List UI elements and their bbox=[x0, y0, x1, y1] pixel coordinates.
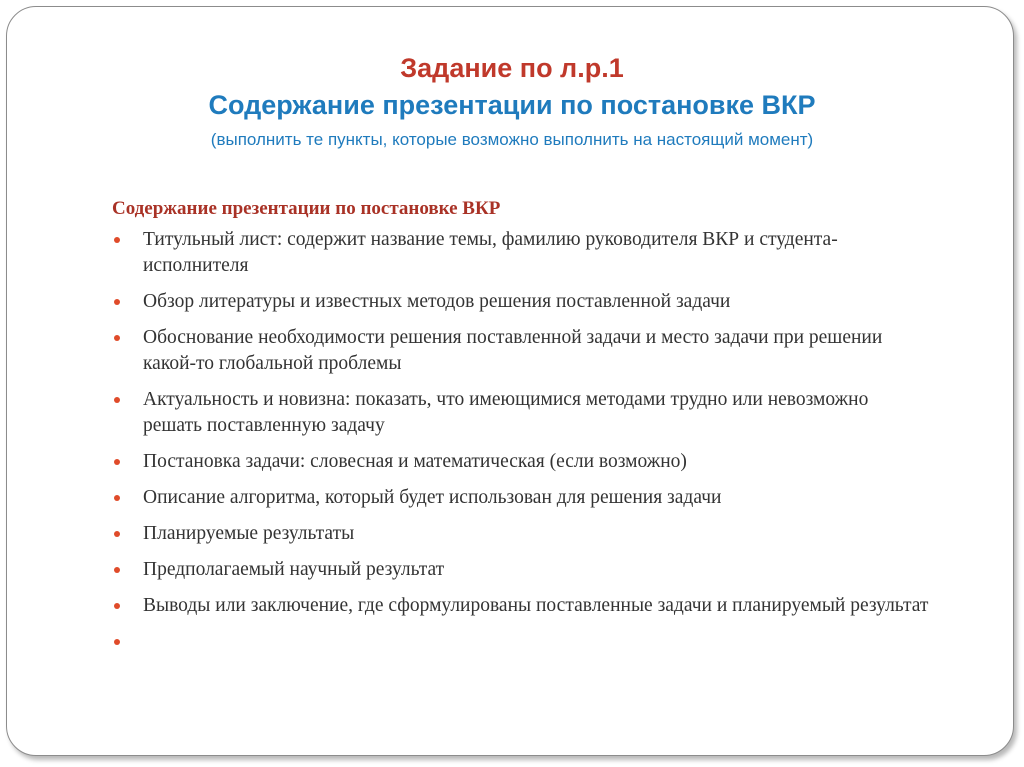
list-item-text: Обоснование необходимости решения поставленной задачи и место задачи при решении какой-то глобальной проблемы bbox=[143, 327, 883, 374]
list-item bbox=[112, 289, 932, 315]
list-item-text: Титульный лист: содержит название темы, фамилию руководителя ВКР и студента-исполнителя bbox=[143, 229, 838, 276]
title-line-2: Содержание презентации по постановке ВКР bbox=[208, 90, 816, 120]
bullet-icon bbox=[114, 495, 120, 501]
section-heading: Содержание презентации по постановке ВКР bbox=[112, 198, 501, 219]
slide-content bbox=[112, 196, 932, 665]
list-item bbox=[112, 387, 932, 439]
bullet-icon bbox=[114, 397, 120, 403]
title-block bbox=[0, 50, 1024, 154]
bullet-icon bbox=[114, 237, 120, 243]
bullet-icon bbox=[114, 299, 120, 305]
list-item-text: Описание алгоритма, который будет использован для решения задачи bbox=[143, 487, 722, 508]
list-item-text: Выводы или заключение, где сформулированы поставленные задачи и планируемый результат bbox=[143, 595, 929, 616]
bullet-list bbox=[112, 227, 932, 655]
bullet-icon bbox=[114, 639, 120, 645]
bullet-icon bbox=[114, 531, 120, 537]
title-line-1: Задание по л.р.1 bbox=[400, 53, 624, 83]
bullet-icon bbox=[114, 335, 120, 341]
list-item bbox=[112, 449, 932, 475]
list-item-text: Предполагаемый научный результат bbox=[143, 559, 445, 580]
bullet-icon bbox=[114, 567, 120, 573]
list-item bbox=[112, 521, 932, 547]
list-item-text: Планируемые результаты bbox=[143, 523, 355, 544]
list-item bbox=[112, 325, 932, 377]
list-item bbox=[112, 227, 932, 279]
list-item bbox=[112, 593, 932, 619]
list-item bbox=[112, 557, 932, 583]
list-item bbox=[112, 485, 932, 511]
bullet-icon bbox=[114, 459, 120, 465]
list-item-text: Обзор литературы и известных методов решения поставленной задачи bbox=[143, 291, 731, 312]
list-item bbox=[112, 629, 932, 655]
list-item-text: Постановка задачи: словесная и математическая (если возможно) bbox=[143, 451, 687, 472]
list-item-text: Актуальность и новизна: показать, что имеющимися методами трудно или невозможно решать поставленную задачу bbox=[143, 389, 869, 436]
title-subtitle: (выполнить те пункты, которые возможно выполнить на настоящий момент) bbox=[210, 130, 814, 149]
bullet-icon bbox=[114, 603, 120, 609]
